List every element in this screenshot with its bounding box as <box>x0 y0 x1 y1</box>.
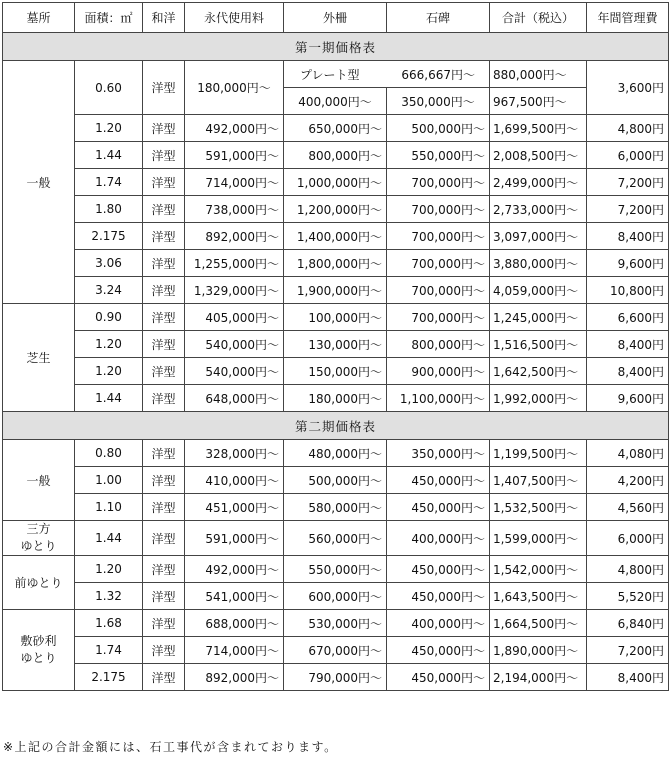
cell-eitai: 492,000円～ <box>185 115 284 142</box>
cell-eitai: 738,000円～ <box>185 196 284 223</box>
table-row <box>3 385 669 412</box>
cell-total: 1,890,000円～ <box>490 637 587 664</box>
cell-stone: 900,000円～ <box>387 358 490 385</box>
cell-total: 1,699,500円～ <box>490 115 587 142</box>
group-label: 一般 <box>3 440 75 521</box>
group-label: 前ゆとり <box>3 556 75 610</box>
cell-mgmt: 8,400円 <box>587 358 669 385</box>
table-row <box>3 196 669 223</box>
cell-total: 1,542,000円～ <box>490 556 587 583</box>
cell-stone: 450,000円～ <box>387 583 490 610</box>
cell-eitai: 648,000円～ <box>185 385 284 412</box>
cell-eitai: 541,000円～ <box>185 583 284 610</box>
section-row-1 <box>3 33 669 61</box>
table-row <box>3 331 669 358</box>
cell-area: 1.80 <box>75 196 143 223</box>
cell-stone: 700,000円～ <box>387 304 490 331</box>
group-label-line: 三方 <box>26 522 51 536</box>
cell-total: 2,194,000円～ <box>490 664 587 691</box>
cell-area: 1.74 <box>75 169 143 196</box>
cell-mgmt: 4,200円 <box>587 467 669 494</box>
cell-area: 1.20 <box>75 115 143 142</box>
cell-stone: 800,000円～ <box>387 331 490 358</box>
cell-mgmt: 8,400円 <box>587 664 669 691</box>
cell-style: 洋型 <box>143 196 185 223</box>
cell-mgmt: 5,520円 <box>587 583 669 610</box>
cell-total: 2,008,500円～ <box>490 142 587 169</box>
cell-style: 洋型 <box>143 385 185 412</box>
table-row <box>3 583 669 610</box>
cell-eitai: 714,000円～ <box>185 637 284 664</box>
cell-eitai: 1,255,000円～ <box>185 250 284 277</box>
cell-fence: 560,000円～ <box>284 521 387 556</box>
cell-total: 2,733,000円～ <box>490 196 587 223</box>
price-table-body <box>3 33 669 691</box>
table-row <box>3 637 669 664</box>
cell-stone: 700,000円～ <box>387 223 490 250</box>
cell-mgmt: 10,800円 <box>587 277 669 304</box>
cell-stone: 400,000円～ <box>387 521 490 556</box>
cell-stone: 400,000円～ <box>387 610 490 637</box>
cell-fence: 400,000円～ <box>284 88 387 115</box>
cell-area: 1.20 <box>75 358 143 385</box>
cell-area: 0.60 <box>75 61 143 115</box>
cell-area: 1.44 <box>75 142 143 169</box>
cell-fence: 500,000円～ <box>284 467 387 494</box>
table-row <box>3 223 669 250</box>
table-row <box>3 494 669 521</box>
cell-area: 0.80 <box>75 440 143 467</box>
cell-fence: 1,000,000円～ <box>284 169 387 196</box>
col-header-area: 面積：㎡ <box>75 3 143 33</box>
cell-stone: 500,000円～ <box>387 115 490 142</box>
cell-style: 洋型 <box>143 115 185 142</box>
cell-area: 1.44 <box>75 385 143 412</box>
cell-stone: 700,000円～ <box>387 196 490 223</box>
cell-style: 洋型 <box>143 223 185 250</box>
cell-fence: 480,000円～ <box>284 440 387 467</box>
cell-area: 1.20 <box>75 331 143 358</box>
cell-fence: 150,000円～ <box>284 358 387 385</box>
cell-total: 1,407,500円～ <box>490 467 587 494</box>
cell-style: 洋型 <box>143 637 185 664</box>
header-row <box>3 3 669 33</box>
cell-stone: 700,000円～ <box>387 250 490 277</box>
col-header-mgmt: 年間管理費 <box>587 3 669 33</box>
group-label-line: 敷砂利 <box>20 634 57 648</box>
section-title: 第二期価格表 <box>3 412 669 440</box>
cell-fence: 550,000円～ <box>284 556 387 583</box>
cell-stone: 450,000円～ <box>387 664 490 691</box>
cell-area: 1.20 <box>75 556 143 583</box>
section-title: 第一期価格表 <box>3 33 669 61</box>
table-row <box>3 61 669 88</box>
col-header-style: 和洋 <box>143 3 185 33</box>
cell-fence: 790,000円～ <box>284 664 387 691</box>
cell-style: 洋型 <box>143 521 185 556</box>
cell-eitai: 410,000円～ <box>185 467 284 494</box>
plate-price: 666,667円～ <box>401 67 475 82</box>
cell-stone: 450,000円～ <box>387 637 490 664</box>
cell-total: 1,599,000円～ <box>490 521 587 556</box>
cell-stone: 350,000円～ <box>387 88 490 115</box>
cell-mgmt: 8,400円 <box>587 331 669 358</box>
cell-eitai: 492,000円～ <box>185 556 284 583</box>
cell-total: 1,532,500円～ <box>490 494 587 521</box>
cell-mgmt: 4,080円 <box>587 440 669 467</box>
cell-fence: 600,000円～ <box>284 583 387 610</box>
cell-mgmt: 4,800円 <box>587 556 669 583</box>
cell-style: 洋型 <box>143 556 185 583</box>
cell-style: 洋型 <box>143 583 185 610</box>
cell-stone: 700,000円～ <box>387 169 490 196</box>
table-row <box>3 521 669 556</box>
cell-total: 1,642,500円～ <box>490 358 587 385</box>
table-row <box>3 556 669 583</box>
cell-area: 1.00 <box>75 467 143 494</box>
cell-total: 3,097,000円～ <box>490 223 587 250</box>
plate-label: プレート型 <box>300 67 360 82</box>
cell-area: 1.44 <box>75 521 143 556</box>
cell-eitai: 451,000円～ <box>185 494 284 521</box>
cell-fence: 130,000円～ <box>284 331 387 358</box>
cell-style: 洋型 <box>143 142 185 169</box>
cell-stone: 350,000円～ <box>387 440 490 467</box>
cell-mgmt: 4,800円 <box>587 115 669 142</box>
table-row <box>3 142 669 169</box>
table-row <box>3 358 669 385</box>
table-row <box>3 304 669 331</box>
cell-mgmt: 8,400円 <box>587 223 669 250</box>
cell-stone: 550,000円～ <box>387 142 490 169</box>
cell-eitai: 180,000円～ <box>185 61 284 115</box>
cell-area: 1.74 <box>75 637 143 664</box>
cell-fence: 1,800,000円～ <box>284 250 387 277</box>
cell-fence: 580,000円～ <box>284 494 387 521</box>
cell-eitai: 540,000円～ <box>185 331 284 358</box>
cell-eitai: 688,000円～ <box>185 610 284 637</box>
cell-mgmt: 7,200円 <box>587 196 669 223</box>
col-header-eitai: 永代使用料 <box>185 3 284 33</box>
cell-mgmt: 7,200円 <box>587 637 669 664</box>
cell-total: 2,499,000円～ <box>490 169 587 196</box>
cell-plate <box>284 61 490 88</box>
cell-total: 1,516,500円～ <box>490 331 587 358</box>
cell-total: 1,664,500円～ <box>490 610 587 637</box>
cell-mgmt: 9,600円 <box>587 385 669 412</box>
cell-stone: 450,000円～ <box>387 556 490 583</box>
group-label: 芝生 <box>3 304 75 412</box>
cell-total: 967,500円～ <box>490 88 587 115</box>
cell-area: 1.32 <box>75 583 143 610</box>
cell-stone: 450,000円～ <box>387 467 490 494</box>
footnote: ※上記の合計金額には、石工事代が含まれております。 <box>3 740 338 754</box>
cell-fence: 180,000円～ <box>284 385 387 412</box>
table-row <box>3 250 669 277</box>
cell-total: 1,245,000円～ <box>490 304 587 331</box>
cell-fence: 1,900,000円～ <box>284 277 387 304</box>
cell-fence: 530,000円～ <box>284 610 387 637</box>
cell-area: 2.175 <box>75 223 143 250</box>
cell-fence: 1,200,000円～ <box>284 196 387 223</box>
cell-eitai: 714,000円～ <box>185 169 284 196</box>
cell-eitai: 892,000円～ <box>185 664 284 691</box>
cell-style: 洋型 <box>143 494 185 521</box>
cell-total: 4,059,000円～ <box>490 277 587 304</box>
table-row <box>3 664 669 691</box>
cell-style: 洋型 <box>143 169 185 196</box>
cell-mgmt: 7,200円 <box>587 169 669 196</box>
cell-fence: 670,000円～ <box>284 637 387 664</box>
cell-total: 1,199,500円～ <box>490 440 587 467</box>
group-label <box>3 610 75 691</box>
group-label-line: ゆとり <box>20 539 57 553</box>
table-row <box>3 440 669 467</box>
cell-area: 1.68 <box>75 610 143 637</box>
cell-area: 0.90 <box>75 304 143 331</box>
cell-fence: 100,000円～ <box>284 304 387 331</box>
cell-style: 洋型 <box>143 277 185 304</box>
cell-mgmt: 9,600円 <box>587 250 669 277</box>
cell-stone: 1,100,000円～ <box>387 385 490 412</box>
cell-area: 3.24 <box>75 277 143 304</box>
group-label <box>3 521 75 556</box>
cell-mgmt: 4,560円 <box>587 494 669 521</box>
col-header-fence: 外柵 <box>284 3 387 33</box>
cell-style: 洋型 <box>143 664 185 691</box>
col-header-grave: 墓所 <box>3 3 75 33</box>
table-row <box>3 610 669 637</box>
cell-style: 洋型 <box>143 358 185 385</box>
table-row <box>3 467 669 494</box>
col-header-total: 合計（税込） <box>490 3 587 33</box>
cell-style: 洋型 <box>143 250 185 277</box>
cell-area: 2.175 <box>75 664 143 691</box>
cell-total-plate: 880,000円～ <box>490 61 587 88</box>
cell-fence: 650,000円～ <box>284 115 387 142</box>
cell-mgmt: 6,000円 <box>587 521 669 556</box>
cell-eitai: 540,000円～ <box>185 358 284 385</box>
cell-eitai: 591,000円～ <box>185 521 284 556</box>
cell-fence: 1,400,000円～ <box>284 223 387 250</box>
table-row <box>3 169 669 196</box>
cell-style: 洋型 <box>143 440 185 467</box>
table-row <box>3 115 669 142</box>
cell-style: 洋型 <box>143 467 185 494</box>
cell-mgmt: 6,840円 <box>587 610 669 637</box>
cell-total: 1,643,500円～ <box>490 583 587 610</box>
group-label-line: ゆとり <box>20 651 57 665</box>
cell-style: 洋型 <box>143 61 185 115</box>
cell-area: 3.06 <box>75 250 143 277</box>
cell-mgmt: 3,600円 <box>587 61 669 115</box>
cell-style: 洋型 <box>143 304 185 331</box>
cell-mgmt: 6,000円 <box>587 142 669 169</box>
cell-eitai: 892,000円～ <box>185 223 284 250</box>
cell-style: 洋型 <box>143 610 185 637</box>
group-label: 一般 <box>3 61 75 304</box>
cell-stone: 700,000円～ <box>387 277 490 304</box>
cell-eitai: 1,329,000円～ <box>185 277 284 304</box>
cell-total: 1,992,000円～ <box>490 385 587 412</box>
cell-mgmt: 6,600円 <box>587 304 669 331</box>
cell-eitai: 405,000円～ <box>185 304 284 331</box>
cell-area: 1.10 <box>75 494 143 521</box>
cell-fence: 800,000円～ <box>284 142 387 169</box>
cell-eitai: 591,000円～ <box>185 142 284 169</box>
table-row <box>3 277 669 304</box>
section-row-2 <box>3 412 669 440</box>
col-header-stone: 石碑 <box>387 3 490 33</box>
price-table <box>2 2 669 691</box>
cell-total: 3,880,000円～ <box>490 250 587 277</box>
cell-style: 洋型 <box>143 331 185 358</box>
cell-eitai: 328,000円～ <box>185 440 284 467</box>
cell-stone: 450,000円～ <box>387 494 490 521</box>
